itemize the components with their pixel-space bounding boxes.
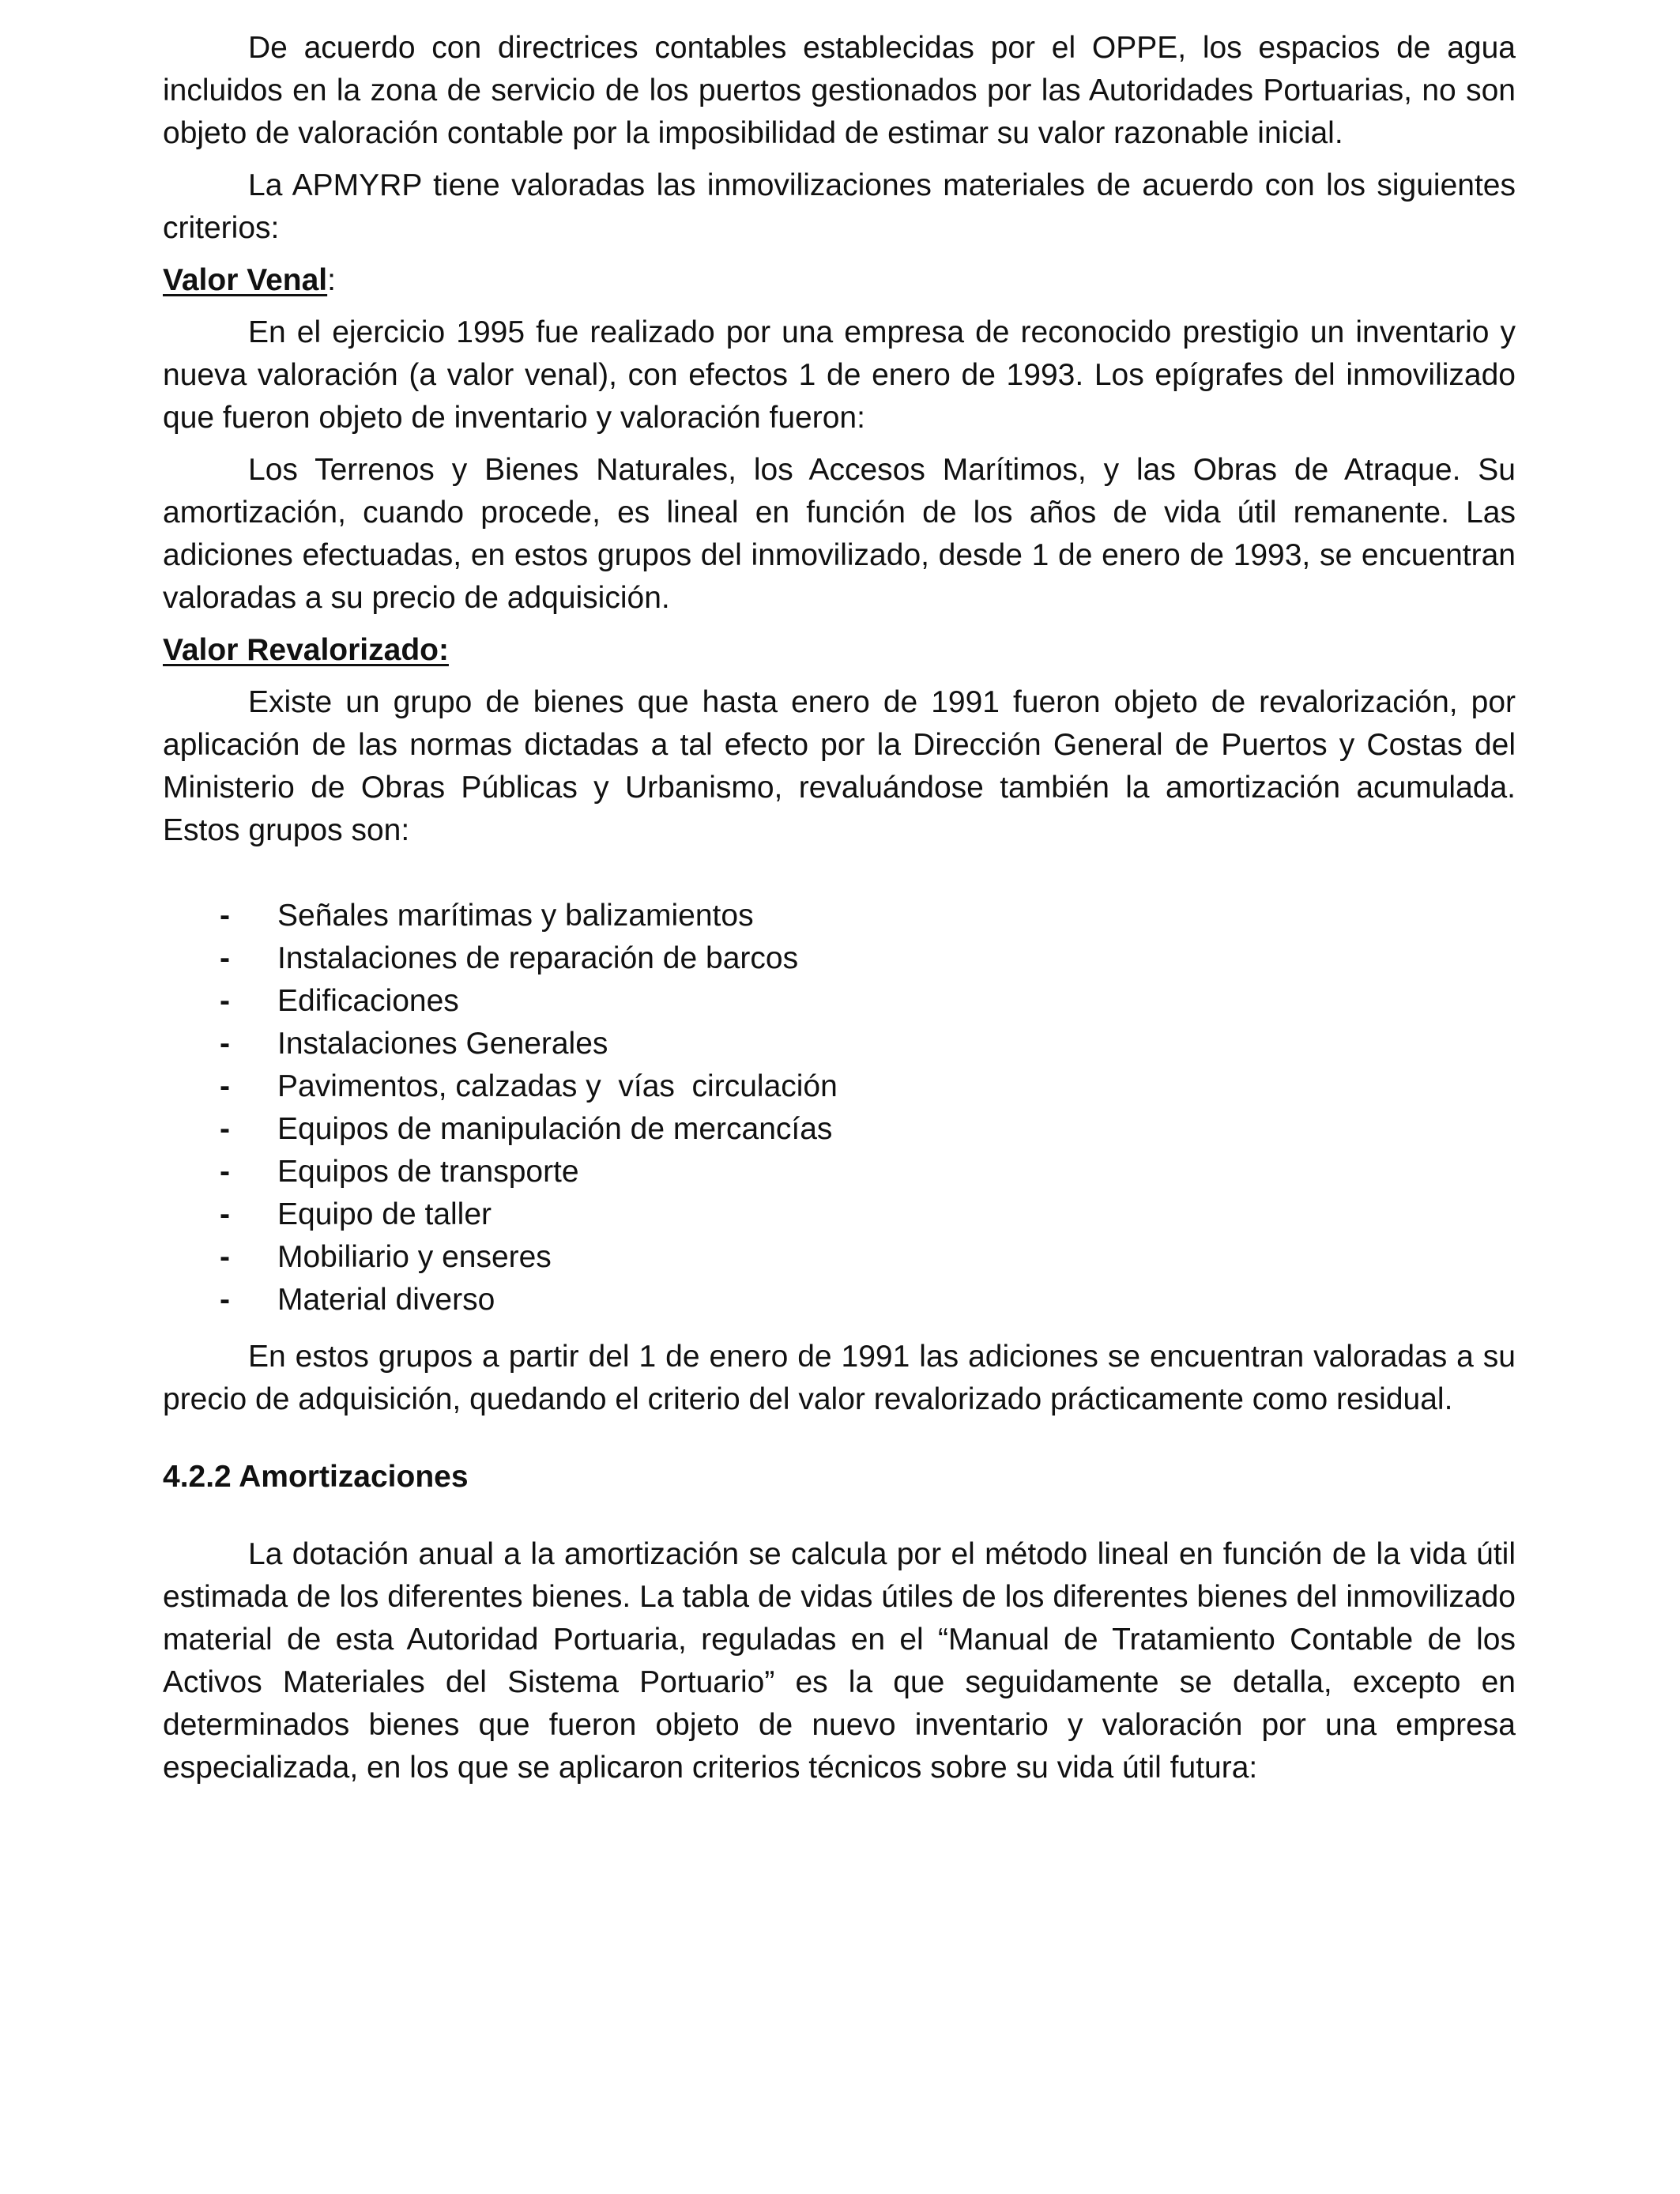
list-dash: - [220,1197,230,1231]
list-dash: - [220,1112,230,1146]
list-dash: - [220,1069,230,1103]
list-item: - Equipos de transporte [163,1151,1516,1193]
paragraph-criterios: La APMYRP tiene valoradas las inmovilizaciones materiales de acuerdo con los siguientes criterios: [163,168,1516,245]
list-dash: - [220,899,230,933]
list-item: - Equipos de manipulación de mercancías [163,1108,1516,1151]
list-dash: - [220,984,230,1018]
heading-valor-revalorizado: Valor Revalorizado: [163,633,449,667]
paragraph-espacios-agua: De acuerdo con directrices contables establecidas por el OPPE, los espacios de agua incluidos en la zona de servicio de los puertos gestionados por las Autoridades Portuarias, no son objeto de valoración contable por la imposibilidad de estimar su valor razonable inicial. [163,31,1516,150]
paragraph-dotacion-anual: La dotación anual a la amortización se calcula por el método lineal en función de la vida útil estimada de los diferentes bienes. La tabla de vidas útiles de los diferentes bienes del inmovilizado material de esta Autoridad Portuaria, reguladas en el “Manual de Tratamiento Contable de los Activos Materiales del Sistema Portuario” es la que seguidamente se detalla, excepto en determinados bienes que fueron objeto de nuevo inventario y valoración por una empresa especializada, en los que se aplicaron criterios técnicos sobre su vida útil futura: [163,1537,1516,1785]
heading-valor-venal: Valor Venal [163,263,328,297]
paragraph-adiciones-1991: En estos grupos a partir del 1 de enero de 1991 las adiciones se encuentran valoradas a su precio de adquisición, quedando el criterio del valor revalorizado prácticamente como residual. [163,1340,1516,1416]
list-item: - Equipo de taller [163,1193,1516,1236]
section-title-amortizaciones: 4.2.2 Amortizaciones [163,1460,469,1494]
heading-valor-venal-colon: : [327,263,336,297]
list-item: - Señales marítimas y balizamientos [163,895,1516,937]
list-item: - Pavimentos, calzadas y vías circulación [163,1065,1516,1108]
list-item: - Edificaciones [163,980,1516,1023]
list-item: - Material diverso [163,1279,1516,1321]
list-dash: - [220,1027,230,1061]
paragraph-revalorizacion: Existe un grupo de bienes que hasta enero de 1991 fueron objeto de revalorización, por aplicación de las normas dictadas a tal efecto por la Dirección General de Puertos y Costas del Ministerio de Obras Públicas y Urbanismo, revaluándose también la amortización acumulada. Estos grupos son: [163,685,1516,847]
list-dash: - [220,941,230,975]
paragraph-ejercicio-1995: En el ejercicio 1995 fue realizado por una empresa de reconocido prestigio un inventario y nueva valoración (a valor venal), con efectos 1 de enero de 1993. Los epígrafes del inmovilizado que fueron objeto de inventario y valoración fueron: [163,315,1516,435]
heading-valor-venal-line [163,259,1516,302]
paragraph-terrenos: Los Terrenos y Bienes Naturales, los Accesos Marítimos, y las Obras de Atraque. Su amortización, cuando procede, es lineal en función de los años de vida útil remanente. Las adiciones efectuadas, en estos grupos del inmovilizado, desde 1 de enero de 1993, se encuentran valoradas a su precio de adquisición. [163,453,1516,615]
list-dash: - [220,1240,230,1274]
grupos-list [163,895,1516,1321]
list-item: - Instalaciones de reparación de barcos [163,937,1516,980]
list-dash: - [220,1283,230,1317]
heading-valor-revalorizado-line [163,629,1516,672]
list-item: - Mobiliario y enseres [163,1236,1516,1279]
document-page [163,27,1516,1789]
list-item: - Instalaciones Generales [163,1023,1516,1065]
list-dash: - [220,1155,230,1189]
